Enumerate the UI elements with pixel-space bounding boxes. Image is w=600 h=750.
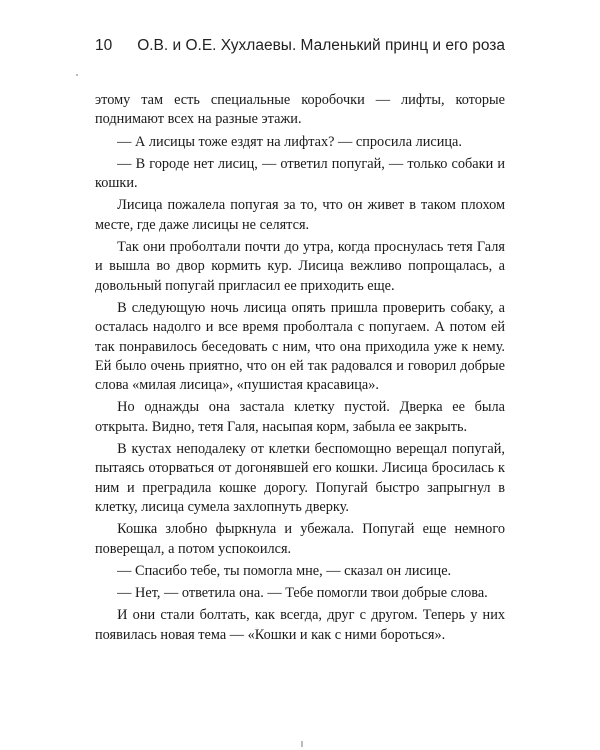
running-title: О.В. и О.Е. Хухлаевы. Маленький принц и его роза [137,37,505,54]
paragraph: — А лисицы тоже ездят на лифтах? — спросила лисица. [117,133,462,150]
paragraph: Лисица пожалела попугая за то, что он живет в таком плохом месте, где даже лисицы не селятся. [95,197,505,233]
margin-speck [76,74,78,76]
edge-speck [301,741,303,747]
page-header [95,34,505,58]
paragraph: — Спасибо тебе, ты помогла мне, — сказал он лисице. [117,562,452,579]
paragraph: — В городе нет лисиц, — ответил попугай, — только собаки и кошки. [95,155,505,192]
paragraph: этому там есть специальные коробочки — лифты, которые поднимают всех на разные этажи. [95,92,505,128]
paragraph: Кошка злобно фыркнула и убежала. Попугай еще немного поверещал, а потом успокоился. [95,521,505,557]
paragraph: И они стали болтать, как всегда, друг с другом. Теперь у них появилась новая тема — «Кошки и как с ними бороться». [95,607,505,643]
paragraph: Но однажды она застала клетку пустой. Дверка ее была открыта. Видно, тетя Галя, насыпая корм, забыла ее закрыть. [95,399,505,435]
body-text [95,91,505,648]
paragraph: В следующую ночь лисица опять пришла проверить собаку, а осталась надолго и все время проболтала с попугаем. А потом ей так понравилось беседовать с ним, что она приходила уже к нему. Ей было очень приятно, что он ей так радовался и говорил добрые слова «милая лисица», «пушистая красавица». [95,299,505,394]
paragraph: — Нет, — ответила она. — Тебе помогли твои добрые слова. [117,585,488,602]
paragraph: В кустах неподалеку от клетки беспомощно верещал попугай, пытаясь оторваться от догонявшей его кошки. Лисица бросилась к ним и преградила кошке дорогу. Попугай быстро запрыгнул в клетку, лисица сумела захлопнуть дверку. [95,441,505,515]
page-number: 10 [95,37,113,54]
paragraph: Так они проболтали почти до утра, когда проснулась тетя Галя и вышла во двор кормить кур. Лисица вежливо попрощалась, а довольный попугай пригласил ее приходить еще. [95,239,505,294]
